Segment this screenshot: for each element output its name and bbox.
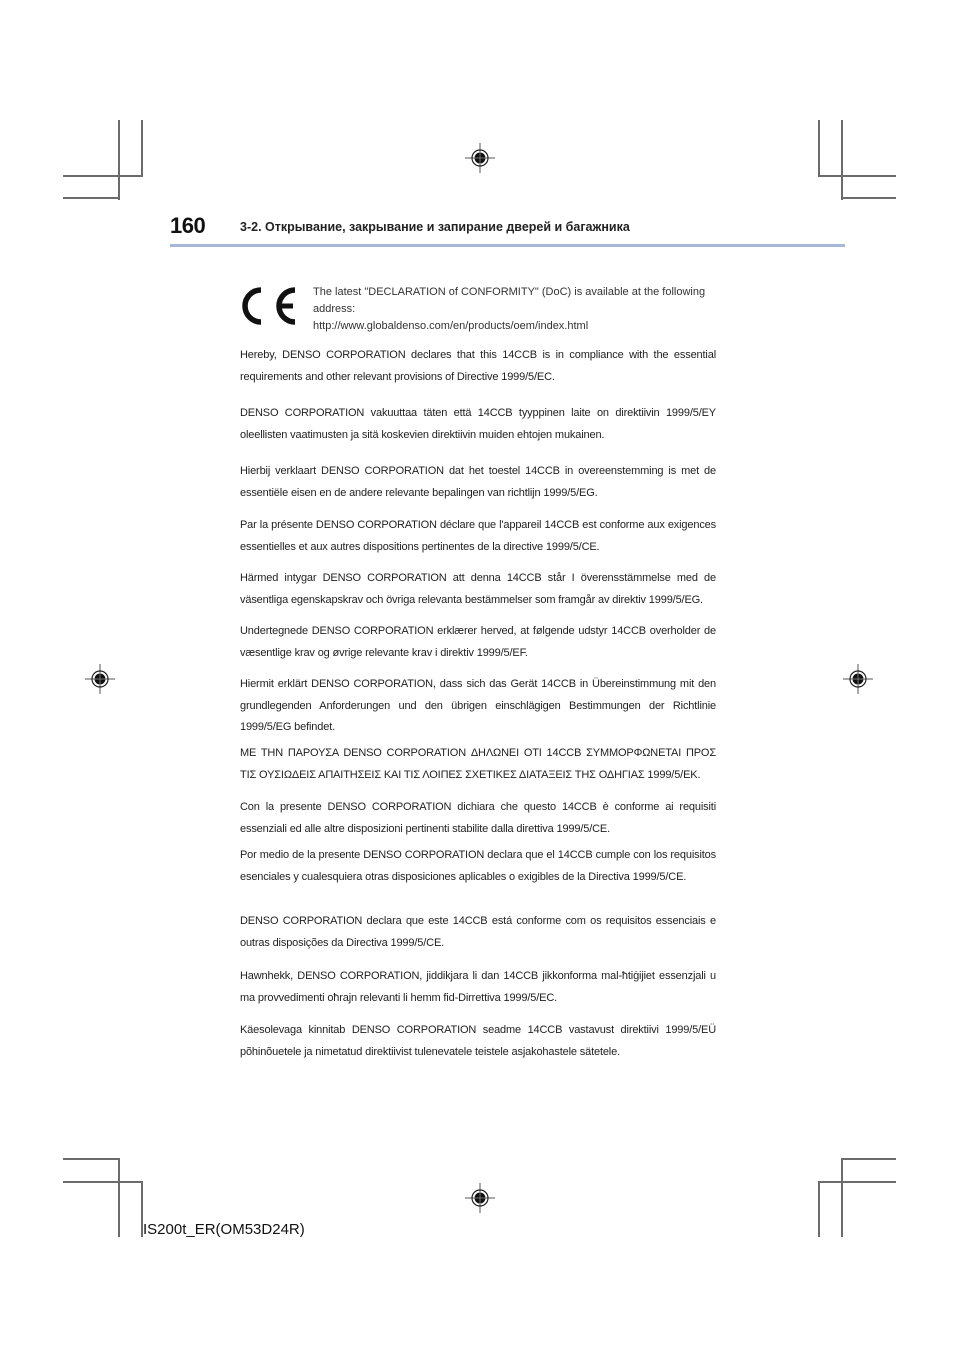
declaration-text: Hereby, DENSO CORPORATION declares that this 14CCB is in compliance with the essential requirements and other relevant provisions of Directive 1999/5/EC. xyxy=(240,349,716,383)
doc-line-2: address: xyxy=(313,303,356,315)
declaration-sv xyxy=(240,568,716,611)
declaration-text: Par la présente DENSO CORPORATION déclare que l'appareil 14CCB est conforme aux exigences essentielles et aux autres dispositions pertinentes de la directive 1999/5/CE. xyxy=(240,519,716,553)
document-code: IS200t_ER(OM53D24R) xyxy=(143,1221,305,1238)
declaration-pt xyxy=(240,911,716,954)
declaration-text: Undertegnede DENSO CORPORATION erklærer herved, at følgende udstyr 14CCB overholder de væsentlige krav og øvrige relevante krav i direktiv 1999/5/EF. xyxy=(240,625,716,659)
declaration-de xyxy=(240,674,716,739)
ce-mark-icon xyxy=(239,284,299,328)
crop-line xyxy=(818,175,896,177)
declaration-text: Con la presente DENSO CORPORATION dichiara che questo 14CCB è conforme ai requisiti essenziali ed alle altre disposizioni pertinenti stabilite dalla direttiva 1999/5/CE. xyxy=(240,801,716,835)
declaration-text: ΜΕ ΤΗΝ ΠΑΡΟΥΣΑ DENSO CORPORATION ΔΗΛΩΝΕΙ ΟΤΙ 14CCB ΣΥΜΜΟΡΦΩΝΕΤΑΙ ΠΡΟΣ ΤΙΣ ΟΥΣΙΩΔΕΙΣ ΑΠΑΙΤΗΣΕΙΣ ΚΑΙ ΤΙΣ ΛΟΙΠΕΣ ΣΧΕΤΙΚΕΣ ΔΙΑΤΑΞΕΙΣ ΤΗΣ ΟΔΗΓΙΑΣ 1999/5/ΕΚ. xyxy=(240,747,716,781)
declaration-fr xyxy=(240,515,716,558)
declaration-mt xyxy=(240,966,716,1009)
declaration-da xyxy=(240,621,716,664)
crop-line xyxy=(841,1158,896,1160)
declaration-en xyxy=(240,345,716,388)
page-number: 160 xyxy=(170,213,206,238)
registration-mark-right-icon xyxy=(843,664,873,694)
registration-mark-bottom-icon xyxy=(465,1183,495,1213)
registration-mark-left-icon xyxy=(85,664,115,694)
crop-line xyxy=(118,1158,120,1237)
declaration-text: DENSO CORPORATION declara que este 14CCB está conforme com os requisitos essenciais e outras disposições da Directiva 1999/5/CE. xyxy=(240,915,716,949)
doc-url: http://www.globaldenso.com/en/products/oem/index.html xyxy=(313,320,589,332)
declaration-text: Härmed intygar DENSO CORPORATION att denna 14CCB står I överensstämmelse med de väsentliga egenskapskrav och övriga relevanta bestämmelser som framgår av direktiv 1999/5/EG. xyxy=(240,572,716,606)
crop-line xyxy=(63,1181,143,1183)
declaration-text: DENSO CORPORATION vakuuttaa täten että 14CCB tyyppinen laite on direktiivin 1999/5/EY oleellisten vaatimusten ja sitä koskevien direktiivin muiden ehtojen mukainen. xyxy=(240,407,716,441)
crop-line xyxy=(63,175,143,177)
crop-line xyxy=(63,1158,120,1160)
section-title: 3-2. Открывание, закрывание и запирание дверей и багажника xyxy=(240,220,630,234)
crop-line xyxy=(118,120,120,200)
declaration-el xyxy=(240,743,716,786)
registration-mark-top-icon xyxy=(465,143,495,173)
crop-line xyxy=(841,197,896,199)
crop-line xyxy=(818,1181,896,1183)
crop-line xyxy=(141,120,143,177)
crop-line xyxy=(818,1181,820,1237)
declaration-text: Käesolevaga kinnitab DENSO CORPORATION seadme 14CCB vastavust direktiivi 1999/5/EÜ põhinõuetele ja nimetatud direktiivist tulenevatele teistele asjakohastele sätetele. xyxy=(240,1024,716,1058)
declaration-es xyxy=(240,845,716,888)
declaration-text: Por medio de la presente DENSO CORPORATION declara que el 14CCB cumple con los requisitos esenciales y cualesquiera otras disposiciones aplicables o exigibles de la Directiva 1999/5/CE. xyxy=(240,849,716,883)
declaration-fi xyxy=(240,403,716,446)
crop-line xyxy=(841,1158,843,1237)
crop-line xyxy=(818,120,820,177)
declaration-et xyxy=(240,1020,716,1063)
declaration-text: Hierbij verklaart DENSO CORPORATION dat het toestel 14CCB in overeenstemming is met de essentiële eisen en de andere relevante bepalingen van richtlijn 1999/5/EG. xyxy=(240,465,716,499)
crop-line xyxy=(841,120,843,200)
doc-line-1: The latest "DECLARATION of CONFORMITY" (DoC) is available at the following xyxy=(313,286,706,298)
header-divider xyxy=(170,244,845,247)
declaration-of-conformity-notice xyxy=(313,284,733,335)
declaration-text: Hiermit erklärt DENSO CORPORATION, dass sich das Gerät 14CCB in Übereinstimmung mit den grundlegenden Anforderungen und den übrigen einschlägigen Bestimmungen der Richtlinie 1999/5/EG befindet. xyxy=(240,678,716,733)
declaration-it xyxy=(240,797,716,840)
declaration-nl xyxy=(240,461,716,504)
declaration-text: Hawnhekk, DENSO CORPORATION, jiddikjara li dan 14CCB jikkonforma mal-ħtiġijiet essenzjali u ma provvedimenti oħrajn relevanti li hemm fid-Dirrettiva 1999/5/EC. xyxy=(240,970,716,1004)
crop-line xyxy=(63,197,120,199)
